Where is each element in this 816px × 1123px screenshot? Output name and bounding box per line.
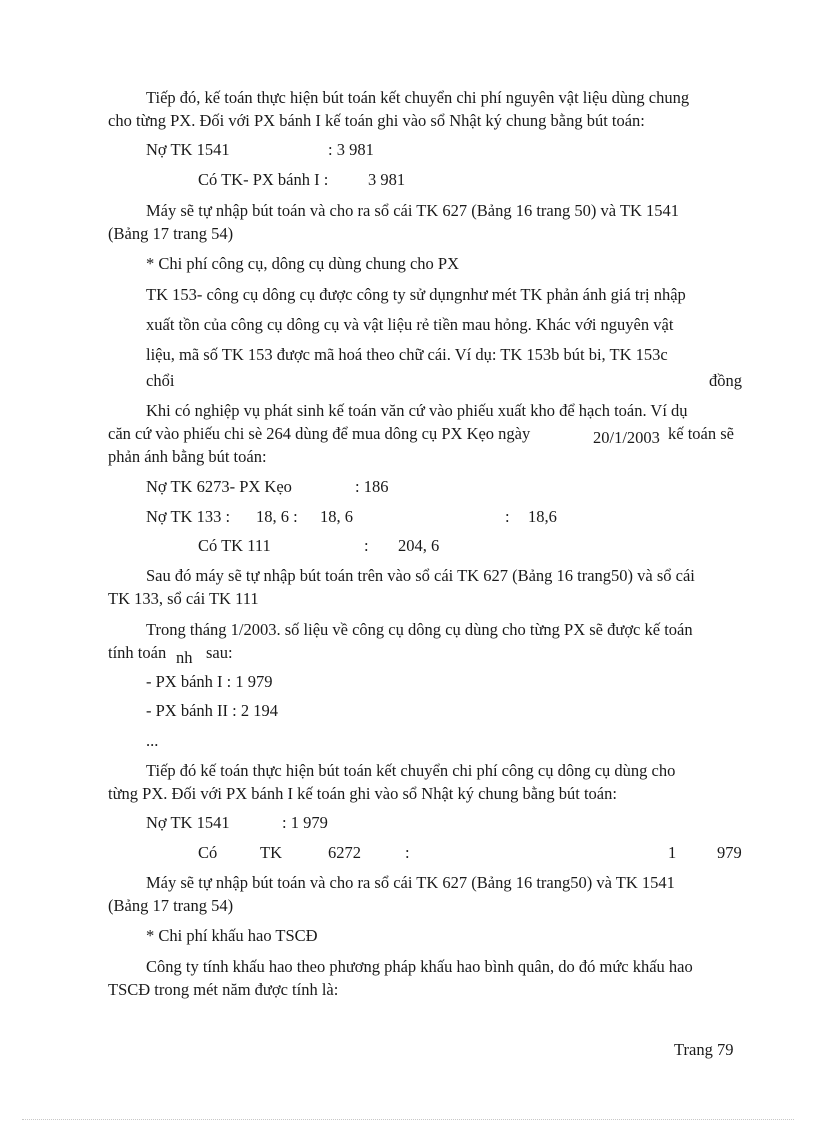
paragraph-line: phản ánh bằng bút toán: (108, 447, 267, 466)
paragraph-line: từng PX. Đối với PX bánh I kế toán ghi vào sổ Nhật ký chung bằng bút toán: (108, 784, 617, 803)
entry-separator: : (364, 536, 369, 555)
entry-credit-account: Có TK- PX bánh I : (198, 170, 329, 189)
entry-fragment: 18, 6 (320, 507, 353, 526)
paragraph-line: TSCĐ trong mét năm được tính là: (108, 980, 339, 999)
paragraph-line: kế toán sẽ (668, 424, 734, 443)
line-word: đồng (709, 371, 742, 390)
section-heading: * Chi phí công cụ, dông cụ dùng chung cho PX (146, 254, 460, 273)
paragraph-line: Máy sẽ tự nhập bút toán và cho ra sổ cái TK 627 (Bảng 16 trang50) và TK 1541 (146, 873, 675, 892)
paragraph-line: Khi có nghiệp vụ phát sinh kế toán văn cứ vào phiếu xuất kho để hạch toán. Ví dụ (146, 401, 688, 420)
paragraph-line: Công ty tính khấu hao theo phương pháp khấu hao bình quân, do đó mức khấu hao (146, 957, 693, 976)
entry-separator: : (505, 507, 510, 526)
entry-separator: : (405, 843, 410, 862)
list-item: - PX bánh I : 1 979 (146, 672, 273, 691)
paragraph-line: cho từng PX. Đối với PX bánh I kế toán ghi vào sổ Nhật ký chung bằng bút toán: (108, 111, 645, 130)
paragraph-line (146, 371, 742, 391)
entry-word: 979 (717, 843, 742, 862)
entry-fragment: nh (176, 648, 193, 667)
paragraph-line: Tiếp đó kế toán thực hiện bút toán kết chuyển chi phí công cụ dông cụ dùng cho (146, 761, 676, 780)
paragraph-line: (Bảng 17 trang 54) (108, 896, 234, 915)
list-item: ... (146, 731, 159, 750)
entry-debit-account: Nợ TK 6273- PX Kẹo (146, 477, 292, 496)
line-word: chổi (146, 371, 175, 390)
entry-credit-amount: 3 981 (368, 170, 406, 189)
entry-credit-amount: 204, 6 (398, 536, 440, 555)
paragraph-line: Trong tháng 1/2003. số liệu về công cụ dông cụ dùng cho từng PX sẽ được kế toán (146, 620, 693, 639)
paragraph-line: Máy sẽ tự nhập bút toán và cho ra sổ cái TK 627 (Bảng 16 trang 50) và TK 1541 (146, 201, 680, 220)
section-heading: * Chi phí khấu hao TSCĐ (146, 926, 318, 945)
entry-debit-account: Nợ TK 133 : (146, 507, 231, 526)
paragraph-line: (Bảng 17 trang 54) (108, 224, 234, 243)
paragraph-line: Tiếp đó, kế toán thực hiện bút toán kết chuyển chi phí nguyên vật liệu dùng chung (146, 88, 690, 107)
date-text: 20/1/2003 (593, 428, 660, 447)
paragraph-line: Sau đó máy sẽ tự nhập bút toán trên vào sổ cái TK 627 (Bảng 16 trang50) và sổ cái (146, 566, 695, 585)
entry-word: 1 (668, 843, 677, 862)
entry-fragment: 18, 6 : (256, 507, 298, 526)
entry-debit-account: Nợ TK 1541 (146, 813, 230, 832)
entry-word: 6272 (328, 843, 361, 862)
page-number: Trang 79 (674, 1040, 734, 1059)
page-bottom-rule (22, 1119, 794, 1120)
paragraph-line: căn cứ vào phiếu chi sè 264 dùng để mua dông cụ PX Kẹo ngày (108, 424, 531, 443)
entry-debit-amount: : 186 (355, 477, 389, 496)
list-item: - PX bánh II : 2 194 (146, 701, 278, 720)
paragraph-line: liệu, mã số TK 153 được mã hoá theo chữ cái. Ví dụ: TK 153b bút bi, TK 153c (146, 345, 668, 364)
paragraph-line: tính toán (108, 643, 167, 662)
entry-debit-amount: : 1 979 (282, 813, 328, 832)
paragraph-line: TK 153- công cụ dông cụ được công ty sử dụngnhư mét TK phản ánh giá trị nhập (146, 285, 686, 304)
entry-word: TK (260, 843, 282, 862)
entry-word: Có (198, 843, 218, 862)
entry-debit-account: Nợ TK 1541 (146, 140, 230, 159)
entry-debit-amount: 18,6 (528, 507, 557, 526)
paragraph-line: TK 133, sổ cái TK 111 (108, 589, 259, 608)
entry-debit-amount: : 3 981 (328, 140, 374, 159)
paragraph-line: sau: (206, 643, 233, 662)
paragraph-line: xuất tồn của công cụ dông cụ và vật liệu rẻ tiền mau hỏng. Khác với nguyên vật (146, 315, 674, 334)
entry-credit-account: Có TK 111 (198, 536, 271, 555)
